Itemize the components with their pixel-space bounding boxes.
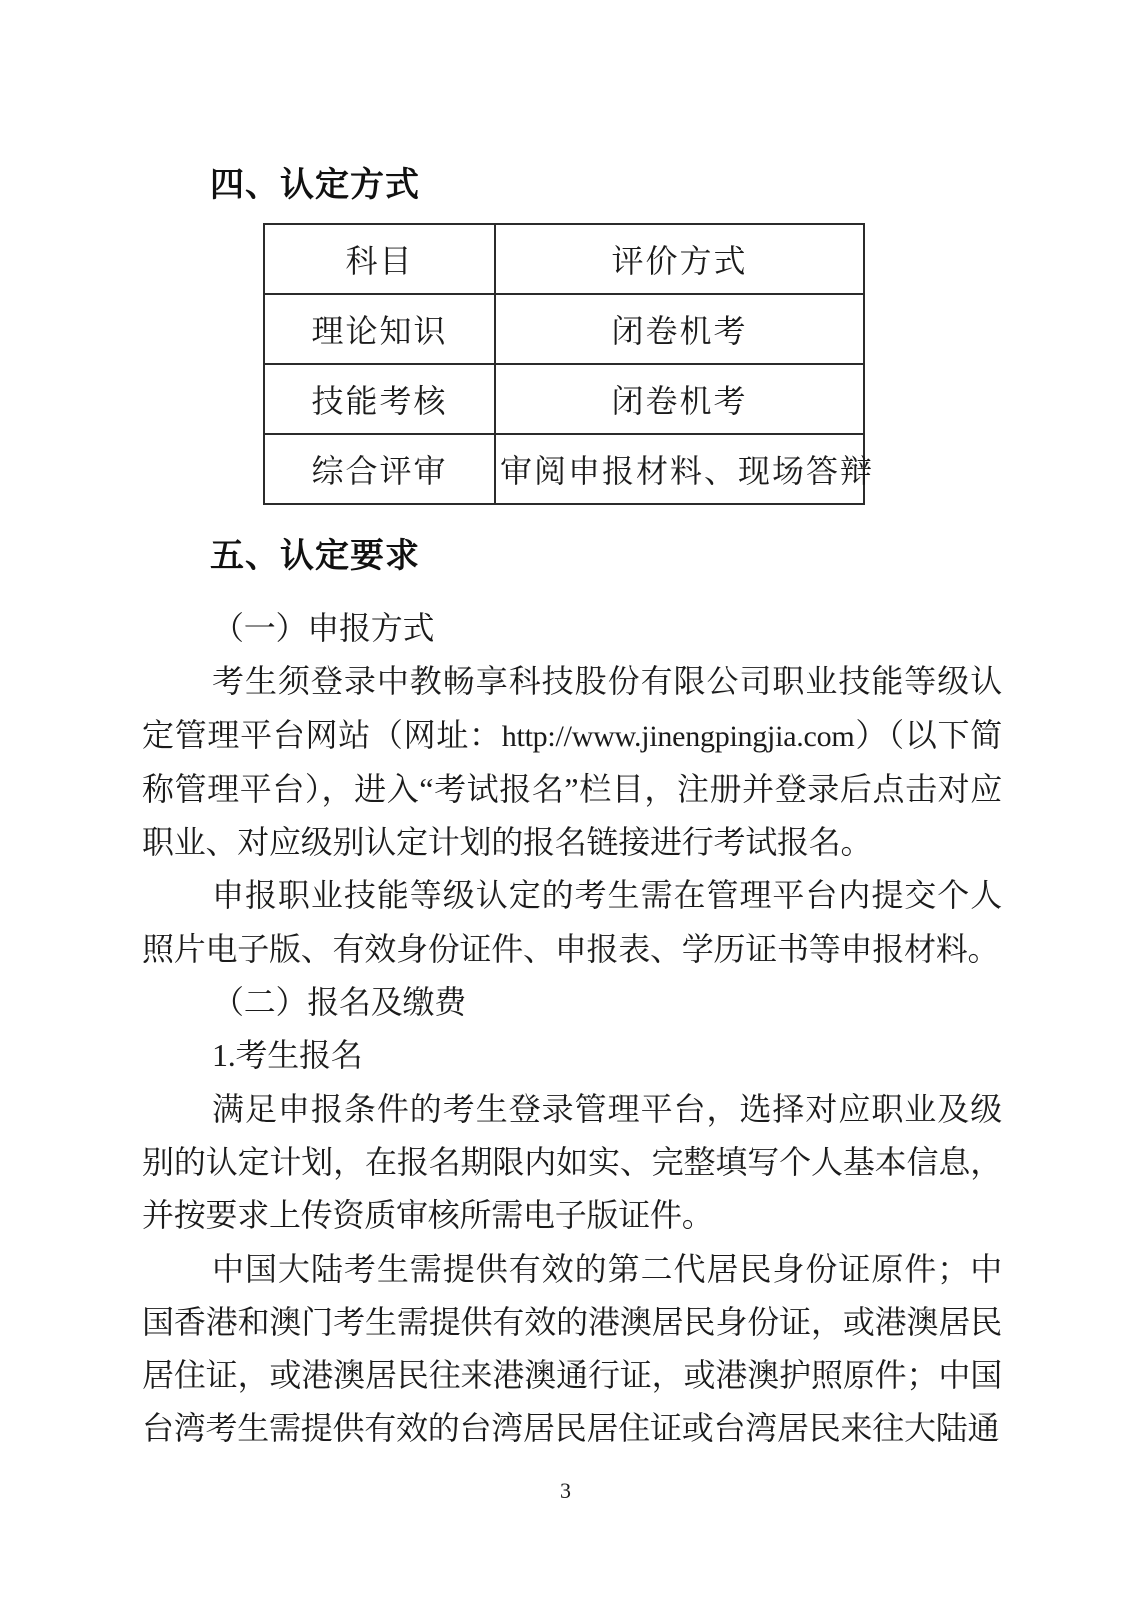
table-row xyxy=(264,294,864,364)
section-4-heading: 四、认定方式 xyxy=(210,166,420,204)
paragraph-materials: 申报职业技能等级认定的考生需在管理平台内提交个人照片电子版、有效身份证件、申报表、学历证书等申报材料。 xyxy=(142,877,1002,967)
item-1-heading: 1.考生报名 xyxy=(212,1037,363,1074)
page-number: 3 xyxy=(560,1478,571,1503)
table-cell-subject: 技能考核 xyxy=(264,364,495,434)
paragraph-registration: 满足申报条件的考生登录管理平台，选择对应职业及级别的认定计划，在报名期限内如实、完整填写个人基本信息，并按要求上传资质审核所需电子版证件。 xyxy=(142,1090,1002,1234)
table-cell-method: 闭卷机考 xyxy=(495,364,864,434)
table-cell-subject: 理论知识 xyxy=(264,294,495,364)
subsection-1-heading: （一）申报方式 xyxy=(212,610,435,646)
table-row xyxy=(264,434,864,504)
table-header-subject: 科目 xyxy=(264,224,495,294)
table-row xyxy=(264,364,864,434)
platform-url: http://www.jinengpingjia.com xyxy=(501,719,855,753)
body-text-block xyxy=(142,602,1002,1456)
table-cell-method: 闭卷机考 xyxy=(495,294,864,364)
assessment-methods-table xyxy=(263,223,875,505)
paragraph-text: 考生须登录中教畅享科技股份有限公司职业技能等级认定管理平台网站（网址： xyxy=(142,663,1002,753)
subsection-2-heading: （二）报名及缴费 xyxy=(212,984,467,1021)
paragraph-id-requirements: 中国大陆考生需提供有效的第二代居民身份证原件；中国香港和澳门考生需提供有效的港澳居民身份证，或港澳居民居住证，或港澳居民往来港澳通行证，或港澳护照原件；中国台湾考生需提供有效的台湾居民居住证或台湾居民来往大陆通 xyxy=(142,1250,1002,1447)
table-cell-subject: 综合评审 xyxy=(264,434,495,504)
table-cell-method: 审阅申报材料、现场答辩 xyxy=(495,434,864,504)
section-5-heading: 五、认定要求 xyxy=(210,537,420,575)
table-header-method: 评价方式 xyxy=(495,224,864,294)
paragraph-application-method xyxy=(142,655,1002,869)
paragraph-text: ）（以下简称管理平台），进入“考试报名”栏目，注册并登录后点击对应职业、对应级别认定计划的报名链接进行考试报名。 xyxy=(142,716,1002,861)
table-header-row xyxy=(264,224,864,294)
